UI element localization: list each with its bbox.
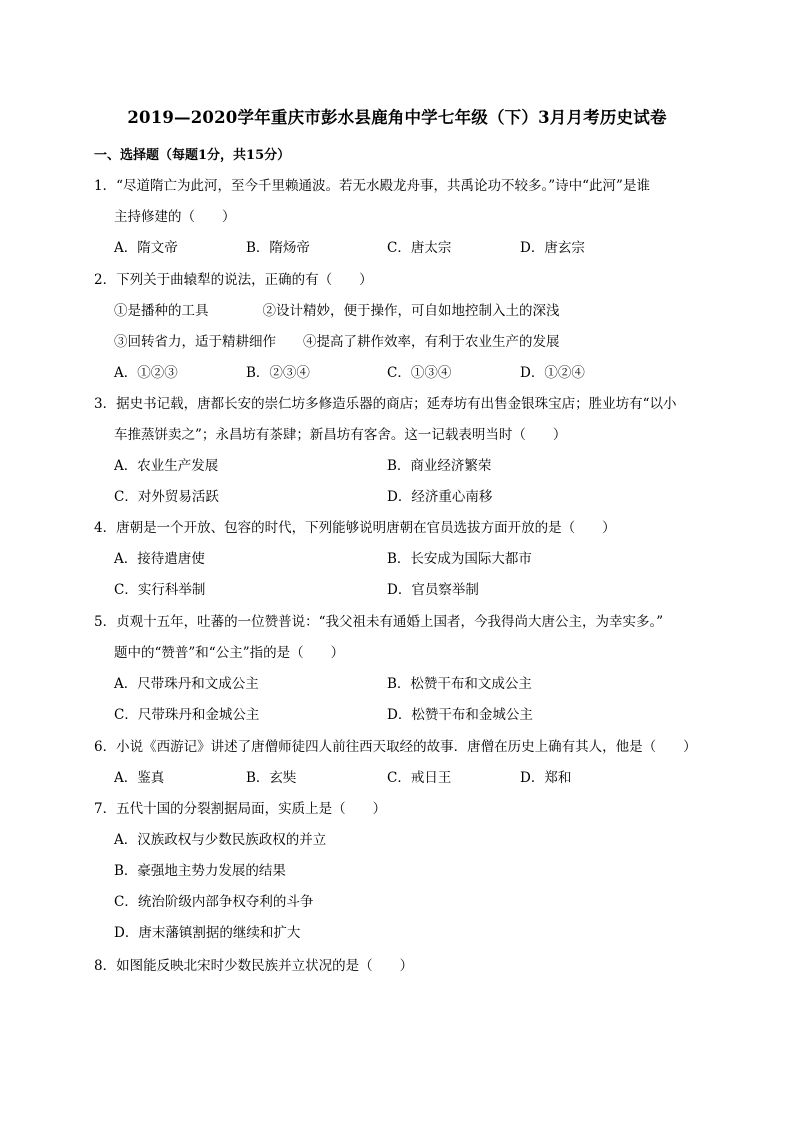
answer-option[interactable]: D．郑和 (520, 770, 572, 786)
answer-option[interactable]: B．隋炀帝 (246, 240, 310, 256)
answer-option[interactable]: A．隋文帝 (114, 240, 178, 256)
answer-option[interactable]: C．对外贸易活跃 (114, 489, 219, 505)
answer-option[interactable]: B．豪强地主势力发展的结果 (114, 863, 286, 879)
answer-option[interactable]: D．经济重心南移 (387, 489, 493, 505)
answer-option[interactable]: B．②③④ (246, 365, 310, 381)
answer-option[interactable]: A．接待遣唐使 (114, 551, 205, 567)
question-stem-continued: 车推蒸饼卖之”；永昌坊有茶肆；新昌坊有客舍。这一记载表明当时（ ） (114, 427, 567, 443)
answer-option[interactable]: C．戒日王 (387, 770, 452, 786)
question-stem: 8．如图能反映北宋时少数民族并立状况的是（ ） (94, 958, 414, 974)
answer-option[interactable]: A．尺带珠丹和文成公主 (114, 676, 259, 692)
question-stem-continued: 题中的“赞普”和“公主”指的是（ ） (114, 645, 345, 661)
answer-option[interactable]: A．农业生产发展 (114, 458, 219, 474)
answer-option[interactable]: C．①③④ (387, 365, 452, 381)
answer-option[interactable]: D．唐玄宗 (520, 240, 585, 256)
answer-option[interactable]: A．汉族政权与少数民族政权的并立 (114, 832, 327, 848)
question-stem: 7．五代十国的分裂割据局面，实质上是（ ） (94, 801, 387, 817)
section-heading: 一、选择题（每题1分，共15分） (94, 148, 291, 163)
answer-option[interactable]: C．唐太宗 (387, 240, 452, 256)
answer-option[interactable]: D．松赞干布和金城公主 (387, 707, 533, 723)
question-stem: 6．小说《西游记》讲述了唐僧师徒四人前往西天取经的故事．唐僧在历史上确有其人，他是（ ） (94, 739, 697, 755)
answer-option[interactable]: A．①②③ (114, 365, 178, 381)
answer-option[interactable]: D．唐末藩镇割据的继续和扩大 (114, 925, 301, 941)
question-stem: 2．下列关于曲辕犁的说法，正确的有（ ） (94, 272, 373, 288)
answer-option[interactable]: C．实行科举制 (114, 582, 206, 598)
question-stem-continued: ①是播种的工具 ②设计精妙，便于操作，可自如地控制入土的深浅 (114, 303, 560, 319)
question-stem: 1．“尽道隋亡为此河，至今千里赖通波。若无水殿龙舟事，共禹论功不较多。”诗中“此河”是谁 (94, 178, 650, 194)
answer-option[interactable]: B．松赞干布和文成公主 (387, 676, 532, 692)
answer-option[interactable]: B．商业经济繁荣 (387, 458, 492, 474)
question-stem-continued: 主持修建的（ ） (114, 209, 236, 225)
answer-option[interactable]: B．玄奘 (246, 770, 297, 786)
answer-option[interactable]: A．鉴真 (114, 770, 165, 786)
answer-option[interactable]: B．长安成为国际大都市 (387, 551, 532, 567)
question-stem: 3．据史书记载，唐都长安的崇仁坊多修造乐器的商店；延寿坊有出售金银珠宝店；胜业坊有“以小 (94, 396, 677, 412)
page-title: 2019—2020学年重庆市彭水县鹿角中学七年级（下）3月月考历史试卷 (127, 108, 667, 127)
answer-option[interactable]: D．①②④ (520, 365, 585, 381)
answer-option[interactable]: C．尺带珠丹和金城公主 (114, 707, 260, 723)
question-stem-continued: ③回转省力，适于精耕细作 ④提高了耕作效率，有利于农业生产的发展 (114, 334, 560, 350)
answer-option[interactable]: C．统治阶级内部争权夺利的斗争 (114, 894, 314, 910)
question-stem: 5．贞观十五年，吐蕃的一位赞普说：“我父祖未有通婚上国者，今我得尚大唐公主，为幸实多。” (94, 614, 664, 630)
answer-option[interactable]: D．官员察举制 (387, 582, 479, 598)
question-stem: 4．唐朝是一个开放、包容的时代，下列能够说明唐朝在官员选拔方面开放的是（ ） (94, 520, 616, 536)
